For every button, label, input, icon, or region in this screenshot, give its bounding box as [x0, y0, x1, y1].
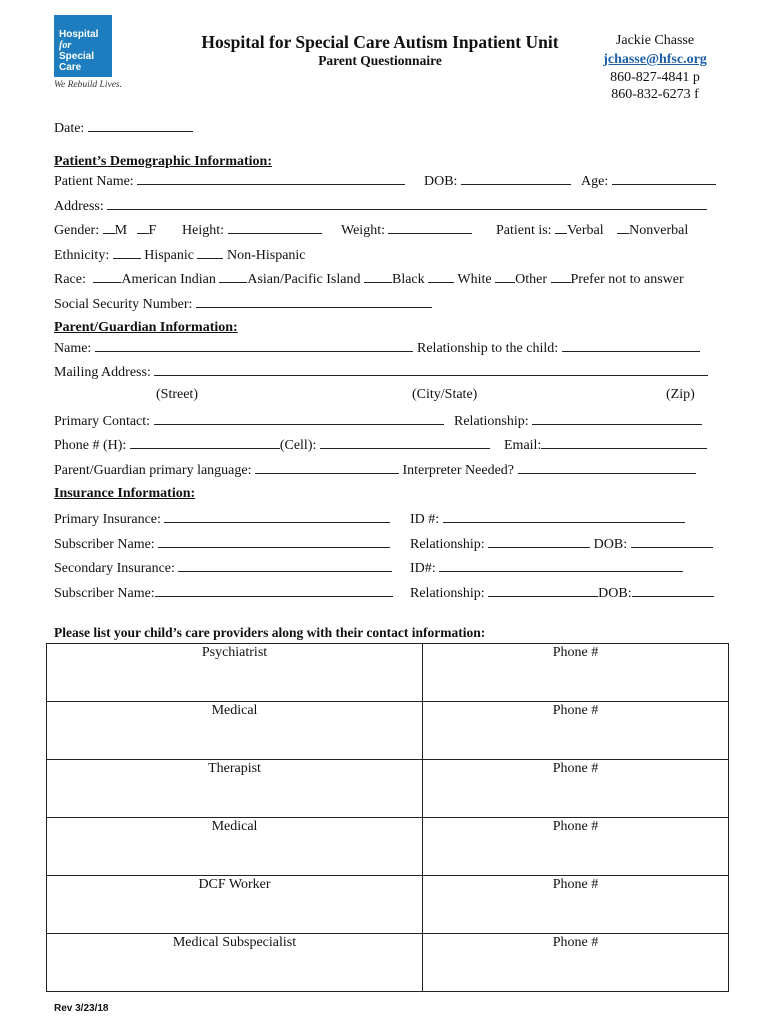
- weight-field[interactable]: [388, 221, 472, 234]
- email-row: [504, 436, 707, 454]
- ins-dob2-field[interactable]: [632, 584, 714, 597]
- hispanic-label: Hispanic: [144, 248, 194, 263]
- street-caption: (Street): [156, 387, 198, 402]
- id2-row: [410, 559, 683, 577]
- phone-h-field[interactable]: [130, 436, 280, 449]
- provider-row: [47, 934, 729, 992]
- secondary-insurance-row: [54, 559, 392, 577]
- provider-type-cell[interactable]: Medical Subspecialist: [47, 934, 423, 992]
- demographic-heading: Patient’s Demographic Information:: [54, 154, 273, 169]
- age-label: Age:: [581, 174, 609, 189]
- ssn-field[interactable]: [196, 295, 432, 308]
- guardian-name-field[interactable]: [95, 339, 413, 352]
- ins-relationship-row: [410, 535, 713, 553]
- verbal-label: Verbal: [567, 223, 604, 238]
- weight-row: [341, 221, 472, 239]
- providers-heading: Please list your child’s care providers along with their contact information:: [54, 625, 486, 640]
- race-other-label: Other: [515, 272, 547, 287]
- primary-insurance-label: Primary Insurance:: [54, 512, 161, 527]
- address-field[interactable]: [107, 197, 707, 210]
- gender-label: Gender:: [54, 223, 100, 238]
- date-row: [54, 119, 193, 137]
- phone-h-label: Phone # (H):: [54, 438, 127, 453]
- age-field[interactable]: [612, 172, 716, 185]
- subscriber2-row: [54, 584, 393, 602]
- gender-f-field[interactable]: [137, 221, 149, 234]
- race-black-label: Black: [391, 272, 425, 287]
- phone-row: [54, 436, 490, 454]
- mailing-field[interactable]: [154, 363, 708, 376]
- language-row: [54, 461, 696, 479]
- race-white-field[interactable]: [428, 270, 454, 283]
- contact-name: Jackie Chasse: [615, 33, 695, 48]
- patient-is-row: [496, 221, 688, 239]
- dob-field[interactable]: [461, 172, 571, 185]
- patient-name-field[interactable]: [137, 172, 405, 185]
- mailing-row: [54, 363, 708, 381]
- provider-phone-cell[interactable]: Phone #: [423, 760, 729, 818]
- race-black-field[interactable]: [364, 270, 392, 283]
- race-prefer-not-label: Prefer not to answer: [570, 272, 684, 287]
- subscriber2-field[interactable]: [155, 584, 393, 597]
- non-hispanic-field[interactable]: [197, 246, 223, 259]
- hispanic-field[interactable]: [113, 246, 141, 259]
- relationship-field[interactable]: [532, 412, 702, 425]
- primary-insurance-row: [54, 510, 390, 528]
- insurance-heading: Insurance Information:: [54, 486, 196, 501]
- gender-m-label: M: [114, 223, 128, 238]
- provider-row: [47, 876, 729, 934]
- primary-insurance-field[interactable]: [164, 510, 390, 523]
- mailing-label: Mailing Address:: [54, 365, 151, 380]
- guardian-name-row: [54, 339, 413, 357]
- provider-type-cell[interactable]: Therapist: [47, 760, 423, 818]
- provider-type-cell[interactable]: Medical: [47, 702, 423, 760]
- date-field[interactable]: [88, 119, 193, 132]
- provider-phone-cell[interactable]: Phone #: [423, 934, 729, 992]
- email-field[interactable]: [541, 436, 707, 449]
- guardian-name-label: Name:: [54, 341, 92, 356]
- primary-contact-row: [54, 412, 444, 430]
- ins-relationship2-row: [410, 584, 714, 602]
- verbal-field[interactable]: [555, 221, 567, 234]
- race-other-field[interactable]: [495, 270, 515, 283]
- race-white-label: White: [457, 272, 492, 287]
- race-label: Race:: [54, 272, 86, 287]
- dob-row: [424, 172, 571, 190]
- provider-type-cell[interactable]: Psychiatrist: [47, 644, 423, 702]
- ssn-label: Social Security Number:: [54, 297, 193, 312]
- email-label: Email:: [504, 438, 542, 453]
- gender-m-field[interactable]: [103, 221, 115, 234]
- provider-phone-cell[interactable]: Phone #: [423, 818, 729, 876]
- hospital-logo: [54, 15, 112, 77]
- ins-relationship-field[interactable]: [488, 535, 590, 548]
- subscriber-row: [54, 535, 390, 553]
- ins-dob-field[interactable]: [631, 535, 713, 548]
- height-label: Height:: [182, 223, 224, 238]
- provider-row: [47, 818, 729, 876]
- provider-row: [47, 644, 729, 702]
- address-row: [54, 197, 707, 215]
- ethnicity-row: [54, 246, 306, 264]
- ins-dob2-label: DOB:: [598, 586, 632, 601]
- contact-fax: 860-832-6273 f: [611, 87, 699, 102]
- provider-type-cell[interactable]: Medical: [47, 818, 423, 876]
- ssn-row: [54, 295, 432, 313]
- non-hispanic-label: Non-Hispanic: [226, 248, 306, 263]
- gender-f-label: F: [148, 223, 157, 238]
- primary-contact-label: Primary Contact:: [54, 414, 151, 429]
- id2-label: ID#:: [410, 561, 436, 576]
- patient-name-label: Patient Name:: [54, 174, 134, 189]
- race-american-indian-field[interactable]: [93, 270, 121, 283]
- id-field[interactable]: [443, 510, 685, 523]
- zip-caption: (Zip): [666, 387, 695, 402]
- race-american-indian-label: American Indian: [121, 272, 216, 287]
- provider-phone-cell[interactable]: Phone #: [423, 876, 729, 934]
- gender-row: [54, 221, 156, 239]
- cell-label: (Cell):: [279, 438, 317, 453]
- relationship-label: Relationship:: [454, 414, 529, 429]
- subscriber-label: Subscriber Name:: [54, 537, 155, 552]
- age-row: [581, 172, 716, 190]
- weight-label: Weight:: [341, 223, 385, 238]
- id-label: ID #:: [410, 512, 440, 527]
- page-title: Hospital for Special Care Autism Inpatient Unit: [201, 32, 559, 52]
- interpreter-field[interactable]: [518, 461, 696, 474]
- relationship-row: [454, 412, 702, 430]
- subscriber-field[interactable]: [158, 535, 390, 548]
- secondary-insurance-label: Secondary Insurance:: [54, 561, 175, 576]
- revision-label: Rev 3/23/18: [54, 1003, 109, 1014]
- address-label: Address:: [54, 199, 104, 214]
- ins-relationship2-field[interactable]: [488, 584, 598, 597]
- page-subtitle: Parent Questionnaire: [318, 53, 442, 68]
- provider-phone-cell[interactable]: Phone #: [423, 644, 729, 702]
- dob-label: DOB:: [424, 174, 458, 189]
- provider-row: [47, 702, 729, 760]
- logo-text: Hospital: [59, 29, 99, 40]
- relationship-child-row: [417, 339, 700, 357]
- interpreter-label: Interpreter Needed?: [402, 463, 515, 478]
- provider-type-cell[interactable]: DCF Worker: [47, 876, 423, 934]
- provider-phone-cell[interactable]: Phone #: [423, 702, 729, 760]
- relationship-child-field[interactable]: [562, 339, 700, 352]
- contact-phone: 860-827-4841 p: [610, 70, 700, 85]
- race-prefer-not-field[interactable]: [551, 270, 571, 283]
- language-field[interactable]: [255, 461, 399, 474]
- primary-contact-field[interactable]: [154, 412, 444, 425]
- race-asian-field[interactable]: [219, 270, 247, 283]
- secondary-insurance-field[interactable]: [178, 559, 392, 572]
- race-row: [54, 270, 684, 288]
- ins-relationship-label: Relationship:: [410, 537, 485, 552]
- nonverbal-field[interactable]: [617, 221, 629, 234]
- patient-name-row: [54, 172, 405, 190]
- height-row: [182, 221, 322, 239]
- city-state-caption: (City/State): [412, 387, 478, 402]
- logo-text: Special Care: [59, 51, 95, 73]
- language-label: Parent/Guardian primary language:: [54, 463, 252, 478]
- height-field[interactable]: [228, 221, 322, 234]
- id2-field[interactable]: [439, 559, 683, 572]
- race-asian-label: Asian/Pacific Island: [247, 272, 361, 287]
- providers-table: [46, 643, 729, 992]
- ethnicity-label: Ethnicity:: [54, 248, 110, 263]
- id-row: [410, 510, 685, 528]
- relationship-child-label: Relationship to the child:: [417, 341, 559, 356]
- nonverbal-label: Nonverbal: [629, 223, 689, 238]
- guardian-heading: Parent/Guardian Information:: [54, 320, 238, 335]
- provider-row: [47, 760, 729, 818]
- logo-tagline: We Rebuild Lives.: [54, 80, 122, 90]
- cell-field[interactable]: [320, 436, 490, 449]
- logo-text: for: [59, 40, 72, 51]
- date-label: Date:: [54, 121, 85, 136]
- subscriber2-label: Subscriber Name:: [54, 586, 155, 601]
- contact-email-link[interactable]: jchasse@hfsc.org: [603, 52, 707, 67]
- ins-relationship2-label: Relationship:: [410, 586, 485, 601]
- ins-dob-label: DOB:: [593, 537, 628, 552]
- patient-is-label: Patient is:: [496, 223, 552, 238]
